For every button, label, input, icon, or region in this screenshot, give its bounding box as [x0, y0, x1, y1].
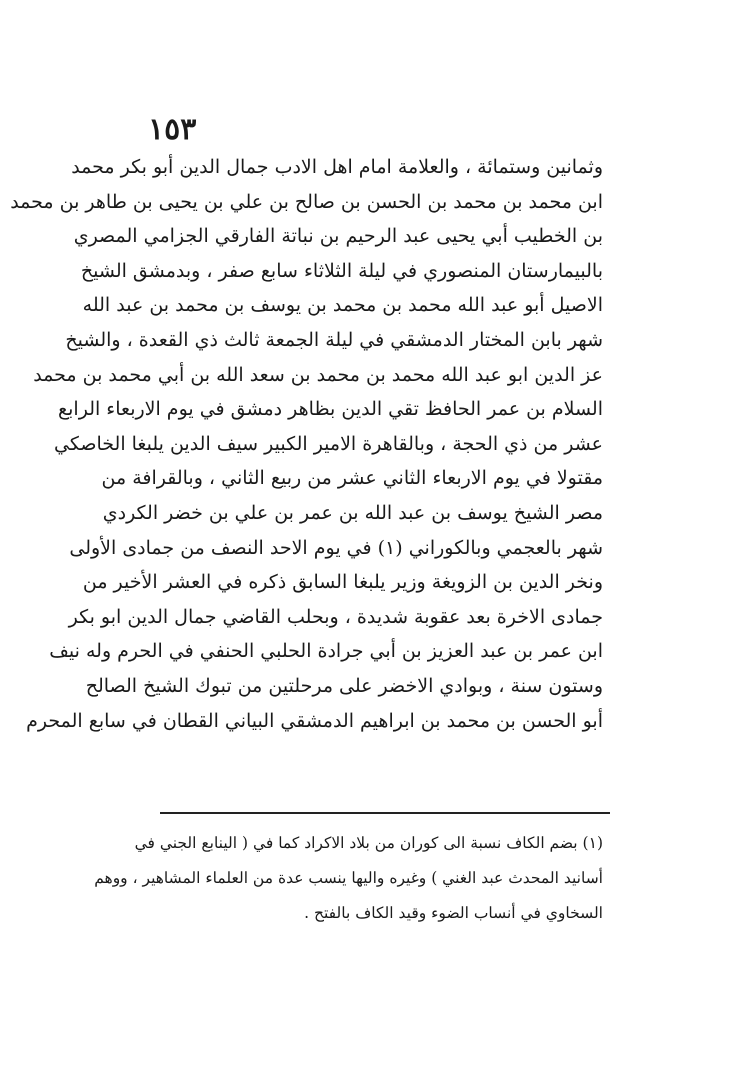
body-line: شهر بابن المختار الدمشقي في ليلة الجمعة ثالث ذي القعدة ، والشيخ	[65, 328, 603, 351]
body-text	[10, 150, 603, 738]
body-line: شهر بالعجمي وبالكوراني (١) في يوم الاحد النصف من جمادى الأولى	[69, 536, 603, 559]
body-line: مصر الشيخ يوسف بن عبد الله بن عمر بن علي بن خضر الكردي	[102, 501, 603, 524]
body-line: جمادى الاخرة بعد عقوبة شديدة ، وبحلب القاضي جمال الدين ابو بكر	[68, 605, 603, 628]
footnote-line: السخاوي في أنساب الضوء وقيد الكاف بالفتح .	[304, 904, 603, 922]
body-line: بالبيمارستان المنصوري في ليلة الثلاثاء سابع صفر ، وبدمشق الشيخ	[80, 259, 603, 282]
body-line: وثمانين وستمائة ، والعلامة امام اهل الادب جمال الدين أبو بكر محمد	[71, 156, 603, 178]
body-line: بن الخطيب أبي يحيى عبد الرحيم بن نباتة الفارقي الجزامي المصري	[73, 225, 603, 248]
body-line: أبو الحسن بن محمد بن ابراهيم الدمشقي البياني القطان في سابع المحرم	[26, 709, 603, 732]
body-line: الاصيل أبو عبد الله محمد بن محمد بن يوسف بن محمد بن عبد الله	[82, 294, 603, 317]
footnote-line: (١) بضم الكاف نسبة الى كوران من بلاد الاكراد كما في ( الينابع الجني في	[134, 834, 603, 852]
footnote-line: أسانيد المحدث عبد الغني ) وغيره واليها ينسب عدة من العلماء المشاهير ، ووهم	[94, 869, 603, 887]
footnote	[94, 826, 603, 931]
body-line: عشر من ذي الحجة ، وبالقاهرة الامير الكبير سيف الدين يلبغا الخاصكي	[54, 432, 603, 455]
body-line: السلام بن عمر الحافظ تقي الدين بظاهر دمشق في يوم الاربعاء الرابع	[58, 398, 603, 421]
body-line: ونخر الدين بن الزويغة وزير يلبغا السابق ذكره في العشر الأخير من	[82, 571, 603, 594]
body-line: وستون سنة ، وبوادي الاخضر على مرحلتين من تبوك الشيخ الصالح	[85, 674, 603, 697]
body-line: عز الدين ابو عبد الله محمد بن محمد بن سعد الله بن أبي محمد بن محمد	[33, 363, 603, 386]
footnote-divider	[160, 812, 610, 814]
body-line: مقتولا في يوم الاربعاء الثاني عشر من ربيع الثاني ، وبالقرافة من	[101, 467, 603, 490]
page-number: ١٥٣	[148, 112, 197, 147]
body-line: ابن عمر بن عبد العزيز بن أبي جرادة الحلبي الحنفي في الحرم وله نيف	[49, 640, 603, 663]
body-line: ابن محمد بن محمد بن الحسن بن صالح بن علي بن يحيى بن طاهر بن محمد	[10, 190, 603, 213]
